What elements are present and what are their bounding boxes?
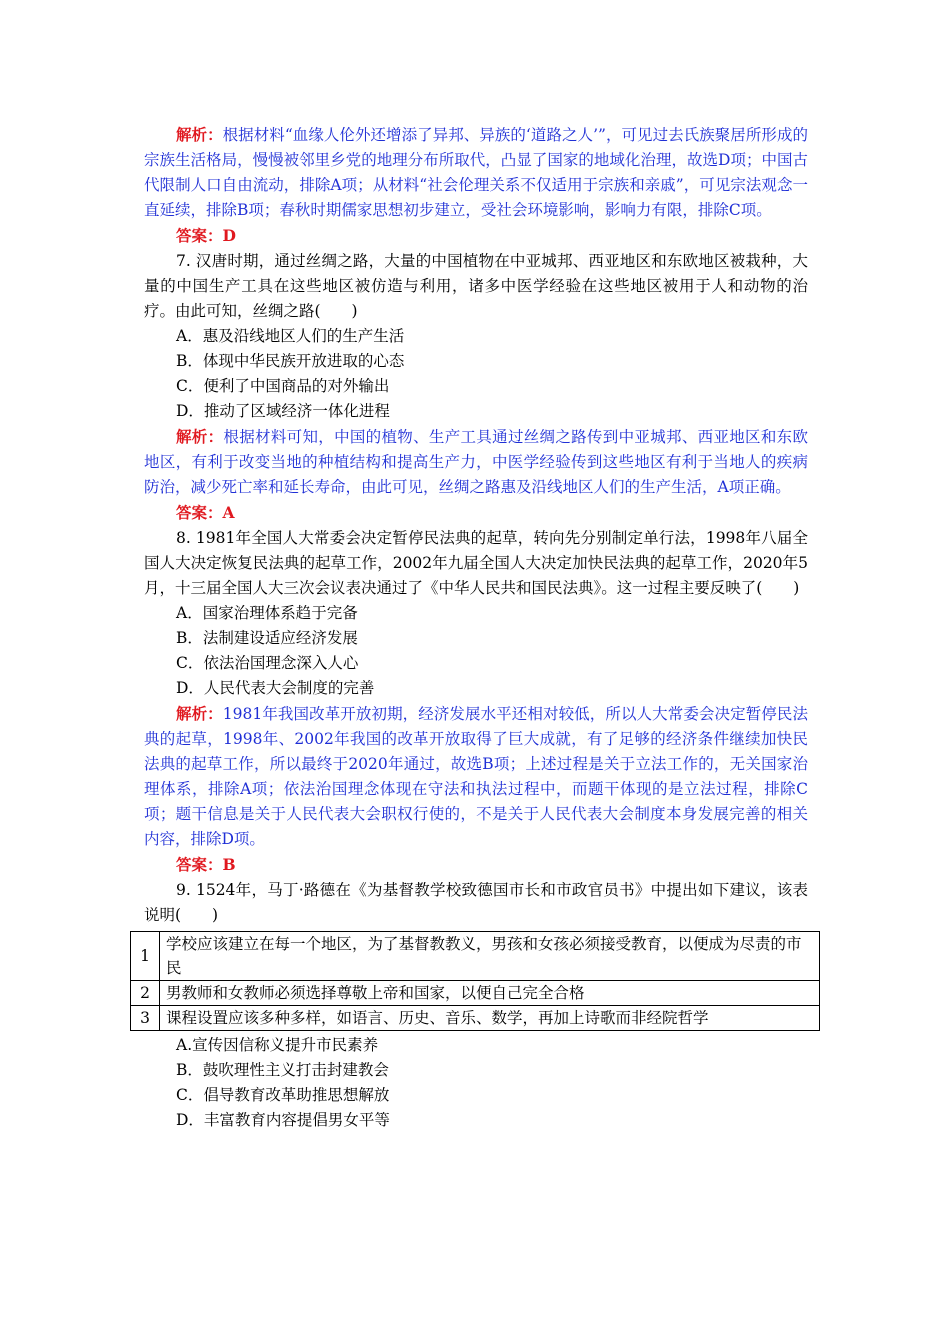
q9-stem: 9. 1524年，马丁·路德在《为基督教学校致德国市长和市政官员书》中提出如下建议，该表说明( ) [144, 881, 808, 924]
table-cell-number: 1 [131, 932, 160, 981]
q7-option-c: C．便利了中国商品的对外输出 [176, 377, 390, 395]
table-cell-text: 男教师和女教师必须选择尊敬上帝和国家，以便自己完全合格 [160, 981, 820, 1006]
q8-analysis-label: 解析： [176, 704, 223, 723]
q9-option-b: B．鼓吹理性主义打击封建教会 [176, 1061, 389, 1079]
q7-analysis [144, 424, 808, 500]
q8-analysis-text: 1981年我国改革开放初期，经济发展水平还相对较低，所以人大常委会决定暂停民法典的起草，1998年、2002年我国的改革开放取得了巨大成就，有了足够的经济条件继续加快民法典的起草工作，所以最终于2020年通过，故选B项；上述过程是关于立法工作的，无关国家治理体系，排除A项；依法治国理念体现在守法和执法过程中，而题干体现的是立法过程，排除C项；题干信息是关于人民代表大会职权行使的，不是关于人民代表大会制度本身发展完善的相关内容，排除D项。 [144, 705, 808, 848]
q7-answer-line [144, 500, 808, 526]
document-page [140, 122, 808, 1133]
q6-analysis-text: 根据材料“血缘人伦外还增添了异邦、异族的‘道路之人’”，可见过去氏族聚居所形成的宗族生活格局，慢慢被邻里乡党的地理分布所取代，凸显了国家的地域化治理，故选D项；中国古代限制人口自由流动，排除A项；从材料“社会伦理关系不仅适用于宗族和亲戚”，可见宗法观念一直延续，排除B项；春秋时期儒家思想初步建立，受社会环境影响，影响力有限，排除C项。 [144, 126, 808, 219]
q9-option-d: D．丰富教育内容提倡男女平等 [176, 1111, 390, 1129]
q6-analysis [144, 122, 808, 223]
table-cell-text: 学校应该建立在每一个地区，为了基督教教义，男孩和女孩必须接受教育，以便成为尽责的市民 [160, 932, 820, 981]
q6-answer-line [144, 223, 808, 249]
q8-analysis [144, 701, 808, 852]
q9-table [130, 931, 820, 1031]
table-row [131, 1006, 820, 1031]
q9-option-a: A.宣传因信称义提升市民素养 [176, 1036, 379, 1054]
q7-option-b: B．体现中华民族开放进取的心态 [176, 352, 405, 370]
q8-option-b: B．法制建设适应经济发展 [176, 629, 358, 647]
q8-answer-line [144, 852, 808, 878]
q8-answer: 答案：B [176, 855, 236, 874]
q7-analysis-text: 根据材料可知，中国的植物、生产工具通过丝绸之路传到中亚城邦、西亚地区和东欧地区，有利于改变当地的种植结构和提高生产力，中医学经验传到这些地区有利于当地人的疾病防治，减少死亡率和延长寿命，由此可见，丝绸之路惠及沿线地区人们的生产生活，A项正确。 [144, 428, 808, 496]
table-cell-number: 3 [131, 1006, 160, 1031]
q8-stem: 8. 1981年全国人大常委会决定暂停民法典的起草，转向先分别制定单行法，1998年八届全国人大决定恢复民法典的起草工作，2002年九届全国人大决定加快民法典的起草工作，2020年5月，十三届全国人大三次会议表决通过了《中华人民共和国民法典》。这一过程主要反映了( ) [144, 529, 808, 597]
q7-analysis-label: 解析： [176, 427, 224, 446]
q7-answer: 答案：A [176, 503, 235, 522]
table-row [131, 932, 820, 981]
q8-option-d: D．人民代表大会制度的完善 [176, 679, 375, 697]
q7-stem: 7. 汉唐时期，通过丝绸之路，大量的中国植物在中亚城邦、西亚地区和东欧地区被栽种，大量的中国生产工具在这些地区被仿造与利用，诸多中医学经验在这些地区被用于人和动物的治疗。由此可知，丝绸之路( ) [144, 252, 808, 320]
table-cell-number: 2 [131, 981, 160, 1006]
q7-option-d: D．推动了区域经济一体化进程 [176, 402, 390, 420]
q8-option-a: A．国家治理体系趋于完备 [176, 604, 358, 622]
q6-answer: 答案：D [176, 226, 236, 245]
q7-option-a: A．惠及沿线地区人们的生产生活 [176, 327, 405, 345]
q8-option-c: C．依法治国理念深入人心 [176, 654, 359, 672]
table-cell-text: 课程设置应该多种多样，如语言、历史、音乐、数学，再加上诗歌而非经院哲学 [160, 1006, 820, 1031]
q9-option-c: C．倡导教育改革助推思想解放 [176, 1086, 390, 1104]
q6-analysis-label: 解析： [176, 125, 223, 144]
table-row [131, 981, 820, 1006]
